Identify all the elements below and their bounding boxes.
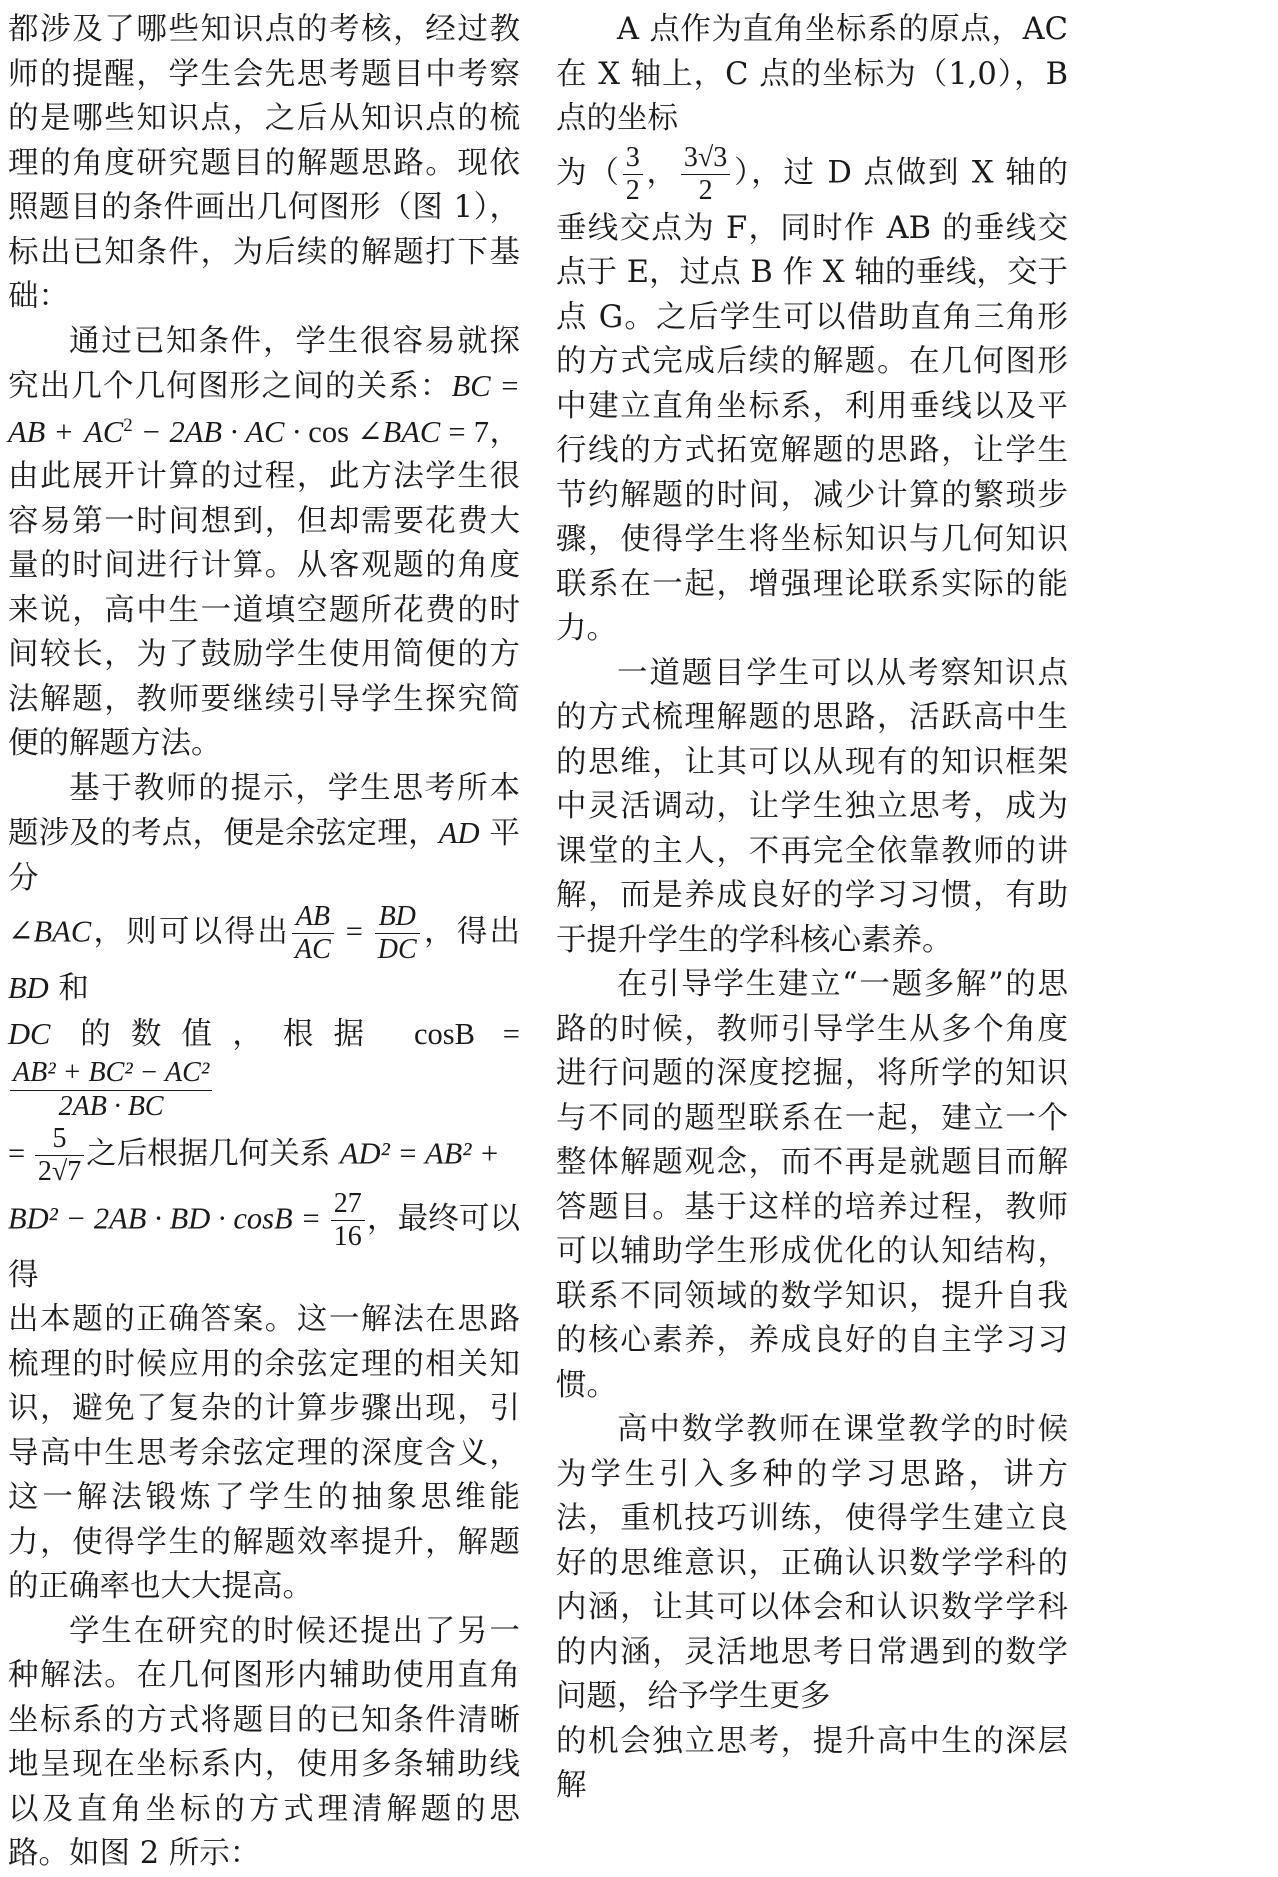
formula-line-ad-squared: BD² − 2AB · BD · cosB = $\frac{27}{16}$ ，最终可以得 [8, 1188, 520, 1293]
paragraph-coordinate-setup: A 点作为直角坐标系的原点，AC 在 X 轴上，C 点的坐标为（1,0），B 点的坐标 [556, 12, 1068, 136]
paragraph-knowledge-points: 一道题目学生可以从考察知识点的方式梳理解题的思路，活跃高中生的思维，让其可以从现有的知识框架中灵活调动，让学生独立思考，成为课堂的主人，不再完全依靠教师的讲解，而是养成良好的学习习惯，有助于提升学生的学科核心素养。 [556, 655, 1068, 958]
fraction-3root3-over-2: $\frac{3√3}{2}$ [681, 142, 730, 207]
paragraph-multiple-solutions: 在引导学生建立“一题多解”的思路的时候，教师引导学生从多个角度进行问题的深度挖掘，将所学的知识与不同的题型联系在一起，建立一个整体解题观念，而不再是就题目而解答题目。基于这样的培养过程，教师可以辅助学生形成优化的认知结构，联系不同领域的数学知识，提升自我的核心素养，养成良好的自主学习习惯。 [556, 967, 1068, 1403]
paragraph-cosine-summary: 出本题的正确答案。这一解法在思路梳理的时候应用的余弦定理的相关知识，避免了复杂的计算步骤出现，引导高中生思考余弦定理的深度含义，这一解法锻炼了学生的抽象思维能力，使得学生的解题效率提升，解题的正确率也大大提高。 [8, 1302, 520, 1604]
paragraph-cosine-expansion: 通过已知条件，学生很容易就探究出几个几何图形之间的关系：BC = AB + $AC^2 - 2AB$ · AC · cos ∠BAC = 7，由此展开计算的过程，此方法学生很容易第一时间想到，但却需要花费大量的时间进行计算。从客观题的角度来说，高中生一道填空题所花费的时间较长，为了鼓励学生使用简便的方法解题，教师要继续引导学生探究简便的解题方法。 [8, 323, 521, 761]
right-column [556, 8, 1069, 1804]
formula-line-cosb: DC 的数值，根据 cosB = $\frac{\text{AB² + BC² − AC²}}{2AB \cdot BC}$ [8, 1016, 520, 1122]
fraction-bd-dc: $\frac{BD}{DC}$ [375, 901, 420, 966]
fraction-27-16: $\frac{27}{16}$ [331, 1188, 365, 1253]
paragraph-intro: 都涉及了哪些知识点的考核，经过教师的提醒，学生会先思考题目中考察的是哪些知识点，之后从知识点的梳理的角度研究题目的解题思路。现依照题目的条件画出几何图形（图 1），标出已知条件，为后续的解题打下基础： [8, 12, 520, 314]
paragraph-cut-line: 的机会独立思考，提升高中生的深层解 [556, 1723, 1068, 1804]
paragraph-coordinate-method: 学生在研究的时候还提出了另一种解法。在几何图形内辅助使用直角坐标系的方式将题目的已知条件清晰地呈现在坐标系内，使用多条辅助线以及直角坐标的方式理清解题的思路。如图 2 所示： [8, 1613, 520, 1871]
left-column [8, 8, 520, 1877]
fraction-5-over-2root7: $\frac{5}{2√7}$ [35, 1123, 84, 1188]
paragraph-teaching-methods: 高中数学教师在课堂教学的时候为学生引入多种的学习思路，讲方法，重机技巧训练，使得学生建立良好的思维意识，正确认识数学学科的内涵，让其可以体会和认识数学学科的内涵，灵活地思考日常遇到的数学问题，给予学生更多 [556, 1412, 1068, 1715]
formula-line-point-b: 为（ $\frac{3}{2}$ ， $\frac{3√3}{2}$ ），过 D 点做到 X 轴的垂线交点为 F，同时作 AB 的垂线交点于 E，过点 B 作 X 轴的垂线，交于点 G。之后学生可以借助直角三角形的方式完成后续的解题。在几何图形中建立直角坐标系，利用垂线以及平行线的方式拓宽解题的思路，让学生节约解题的时间，减少计算的繁琐步骤，使得学生将坐标知识与几何知识联系在一起，增强理论联系实际的能力。 [556, 141, 1069, 647]
formula-line-ratio: ∠BAC，则可以得出 $\frac{AB}{AC}$ = $\frac{BD}{DC}$ ，得出 BD 和 [8, 901, 520, 1007]
fraction-3-over-2: $\frac{3}{2}$ [623, 142, 643, 207]
paragraph-angle-bisector: 基于教师的提示，学生思考所本题涉及的考点，便是余弦定理，AD 平分 [8, 770, 521, 896]
fraction-ab-ac: $\frac{AB}{AC}$ [292, 901, 334, 966]
formula-line-value: = $\frac{5}{2√7}$ 之后根据几何关系 AD² = AB² + [8, 1122, 500, 1187]
fraction-cosine-law: $\frac{\text{AB² + BC² − AC²}}{2AB \cdot BC}$ [10, 1057, 212, 1122]
